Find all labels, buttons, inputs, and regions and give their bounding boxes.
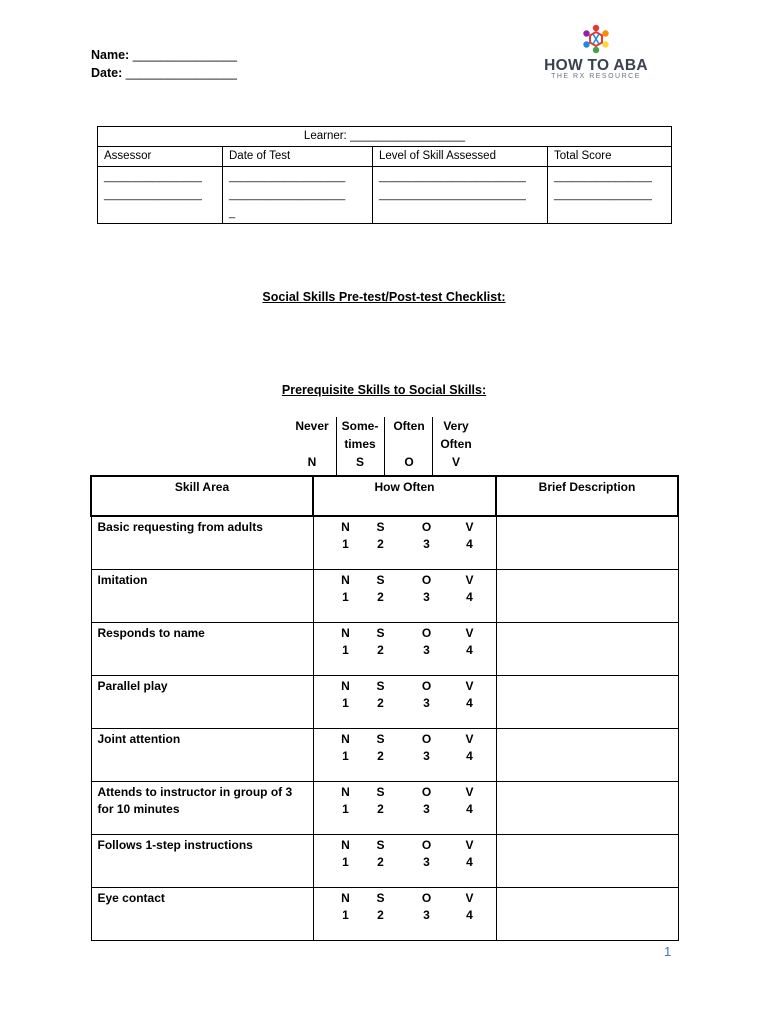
table-row bbox=[91, 835, 678, 888]
table-row bbox=[91, 676, 678, 729]
skill-area-cell: Imitation bbox=[91, 570, 313, 623]
how-often-cell bbox=[313, 782, 496, 835]
brief-description-cell[interactable] bbox=[496, 516, 678, 570]
level-of-skill-blank[interactable]: ________________________ ________________________ bbox=[373, 167, 548, 224]
col-assessor: Assessor bbox=[98, 147, 223, 167]
table-row bbox=[91, 516, 678, 570]
rating-number[interactable]: 1 bbox=[342, 802, 349, 816]
table-row bbox=[91, 623, 678, 676]
rating-number[interactable]: 4 bbox=[466, 590, 473, 604]
how-to-aba-logo bbox=[544, 22, 648, 84]
rating-letter[interactable]: S bbox=[376, 573, 385, 587]
rating-letter[interactable]: O bbox=[421, 626, 432, 640]
rating-letter[interactable]: S bbox=[376, 838, 385, 852]
rating-number[interactable]: 2 bbox=[377, 749, 384, 763]
rating-number[interactable]: 1 bbox=[342, 590, 349, 604]
skill-area-cell: Parallel play bbox=[91, 676, 313, 729]
rating-number[interactable]: 4 bbox=[466, 855, 473, 869]
rating-letter[interactable]: V bbox=[465, 626, 474, 640]
col-level-of-skill: Level of Skill Assessed bbox=[373, 147, 548, 167]
how-often-cell bbox=[313, 676, 496, 729]
date-field bbox=[91, 64, 237, 82]
rating-number[interactable]: 2 bbox=[377, 802, 384, 816]
name-label: Name: bbox=[91, 48, 130, 62]
brief-description-cell[interactable] bbox=[496, 835, 678, 888]
rating-letter[interactable]: N bbox=[341, 838, 350, 852]
how-often-cell bbox=[313, 888, 496, 941]
rating-letter[interactable]: O bbox=[421, 891, 432, 905]
rating-number[interactable]: 4 bbox=[466, 802, 473, 816]
rating-number[interactable]: 1 bbox=[342, 855, 349, 869]
rating-letter[interactable]: O bbox=[421, 838, 432, 852]
brief-description-cell[interactable] bbox=[496, 782, 678, 835]
rating-number[interactable]: 3 bbox=[423, 590, 430, 604]
learner-table bbox=[97, 126, 672, 224]
rating-number[interactable]: 1 bbox=[342, 908, 349, 922]
brief-description-cell[interactable] bbox=[496, 676, 678, 729]
rating-letter[interactable]: V bbox=[465, 785, 474, 799]
rating-number[interactable]: 3 bbox=[423, 696, 430, 710]
brief-description-cell[interactable] bbox=[496, 888, 678, 941]
brief-description-cell[interactable] bbox=[496, 570, 678, 623]
rating-number[interactable]: 2 bbox=[377, 696, 384, 710]
how-often-cell bbox=[313, 835, 496, 888]
legend-never: Never N bbox=[295, 419, 329, 469]
table-row bbox=[91, 570, 678, 623]
rating-number[interactable]: 2 bbox=[377, 643, 384, 657]
learner-cell[interactable]: Learner: __________________ bbox=[98, 127, 672, 147]
table-row bbox=[91, 729, 678, 782]
rating-number[interactable]: 1 bbox=[342, 696, 349, 710]
rating-letter[interactable]: O bbox=[421, 573, 432, 587]
skill-area-cell: Basic requesting from adults bbox=[91, 516, 313, 570]
col-total-score: Total Score bbox=[548, 147, 672, 167]
date-label: Date: bbox=[91, 66, 123, 80]
date-of-test-blank[interactable]: ___________________ ___________________ _ bbox=[223, 167, 373, 224]
legend-often: Often O bbox=[393, 419, 425, 469]
rating-letter[interactable]: V bbox=[465, 573, 474, 587]
rating-letter[interactable]: S bbox=[376, 520, 385, 534]
main-title: Social Skills Pre-test/Post-test Checklist: bbox=[262, 290, 506, 304]
how-often-cell bbox=[313, 729, 496, 782]
page-number: 1 bbox=[664, 944, 672, 959]
legend-sometimes: Some- times S bbox=[341, 419, 379, 469]
date-line[interactable]: ________________ bbox=[125, 66, 237, 80]
rating-number[interactable]: 3 bbox=[423, 749, 430, 763]
rating-letter[interactable]: V bbox=[465, 520, 474, 534]
skill-area-cell: Responds to name bbox=[91, 623, 313, 676]
rating-number[interactable]: 3 bbox=[423, 802, 430, 816]
rating-letter[interactable]: V bbox=[465, 679, 474, 693]
rating-number[interactable]: 1 bbox=[342, 537, 349, 551]
skill-area-cell: Follows 1-step instructions bbox=[91, 835, 313, 888]
rating-number[interactable]: 3 bbox=[423, 643, 430, 657]
rating-number[interactable]: 2 bbox=[377, 537, 384, 551]
rating-letter[interactable]: N bbox=[341, 785, 350, 799]
how-often-cell bbox=[313, 516, 496, 570]
rating-number[interactable]: 4 bbox=[466, 537, 473, 551]
rating-number[interactable]: 2 bbox=[377, 590, 384, 604]
col-date-of-test: Date of Test bbox=[223, 147, 373, 167]
how-often-cell bbox=[313, 570, 496, 623]
rating-letter[interactable]: N bbox=[341, 732, 350, 746]
rating-number[interactable]: 1 bbox=[342, 643, 349, 657]
rating-number[interactable]: 2 bbox=[377, 908, 384, 922]
rating-number[interactable]: 4 bbox=[466, 643, 473, 657]
assessor-blank[interactable]: ________________ ________________ bbox=[98, 167, 223, 224]
rating-letter[interactable]: V bbox=[465, 838, 474, 852]
name-line[interactable]: _______________ bbox=[132, 48, 237, 62]
rating-letter[interactable]: V bbox=[465, 732, 474, 746]
rating-number[interactable]: 4 bbox=[466, 749, 473, 763]
total-score-blank[interactable]: ________________ ________________ bbox=[548, 167, 672, 224]
skill-area-cell: Eye contact bbox=[91, 888, 313, 941]
table-row bbox=[91, 888, 678, 941]
how-often-cell bbox=[313, 623, 496, 676]
rating-letter[interactable]: V bbox=[465, 891, 474, 905]
brief-description-cell[interactable] bbox=[496, 623, 678, 676]
logo-mark-icon bbox=[544, 22, 648, 58]
rating-number[interactable]: 3 bbox=[423, 855, 430, 869]
rating-letter[interactable]: O bbox=[421, 732, 432, 746]
header-how-often: How Often bbox=[313, 476, 496, 516]
rating-number[interactable]: 3 bbox=[423, 537, 430, 551]
skills-table bbox=[90, 475, 679, 941]
rating-letter[interactable]: S bbox=[376, 732, 385, 746]
rating-letter[interactable]: N bbox=[341, 679, 350, 693]
header-skill-area: Skill Area bbox=[91, 476, 313, 516]
rating-letter[interactable]: S bbox=[376, 891, 385, 905]
rating-letter[interactable]: N bbox=[341, 520, 350, 534]
brief-description-cell[interactable] bbox=[496, 729, 678, 782]
rating-letter[interactable]: N bbox=[341, 891, 350, 905]
logo-text: HOW TO ABA bbox=[544, 57, 648, 74]
rating-number[interactable]: 2 bbox=[377, 855, 384, 869]
rating-letter[interactable]: N bbox=[341, 626, 350, 640]
rating-letter[interactable]: S bbox=[376, 785, 385, 799]
name-field bbox=[91, 46, 237, 64]
rating-letter[interactable]: N bbox=[341, 573, 350, 587]
rating-letter[interactable]: O bbox=[421, 785, 432, 799]
sub-title: Prerequisite Skills to Social Skills: bbox=[281, 383, 487, 397]
rating-letter[interactable]: O bbox=[421, 679, 432, 693]
skill-area-cell: Joint attention bbox=[91, 729, 313, 782]
header-brief-description: Brief Description bbox=[496, 476, 678, 516]
rating-number[interactable]: 1 bbox=[342, 749, 349, 763]
rating-number[interactable]: 4 bbox=[466, 908, 473, 922]
rating-number[interactable]: 3 bbox=[423, 908, 430, 922]
rating-letter[interactable]: S bbox=[376, 626, 385, 640]
rating-number[interactable]: 4 bbox=[466, 696, 473, 710]
table-row bbox=[91, 782, 678, 835]
rating-letter[interactable]: O bbox=[421, 520, 432, 534]
rating-letter[interactable]: S bbox=[376, 679, 385, 693]
logo-subtext: THE RX RESOURCE bbox=[551, 73, 641, 80]
skill-area-cell: Attends to instructor in group of 3 for 10 minutes bbox=[91, 782, 313, 835]
legend-very-often: Very Often V bbox=[440, 419, 472, 469]
